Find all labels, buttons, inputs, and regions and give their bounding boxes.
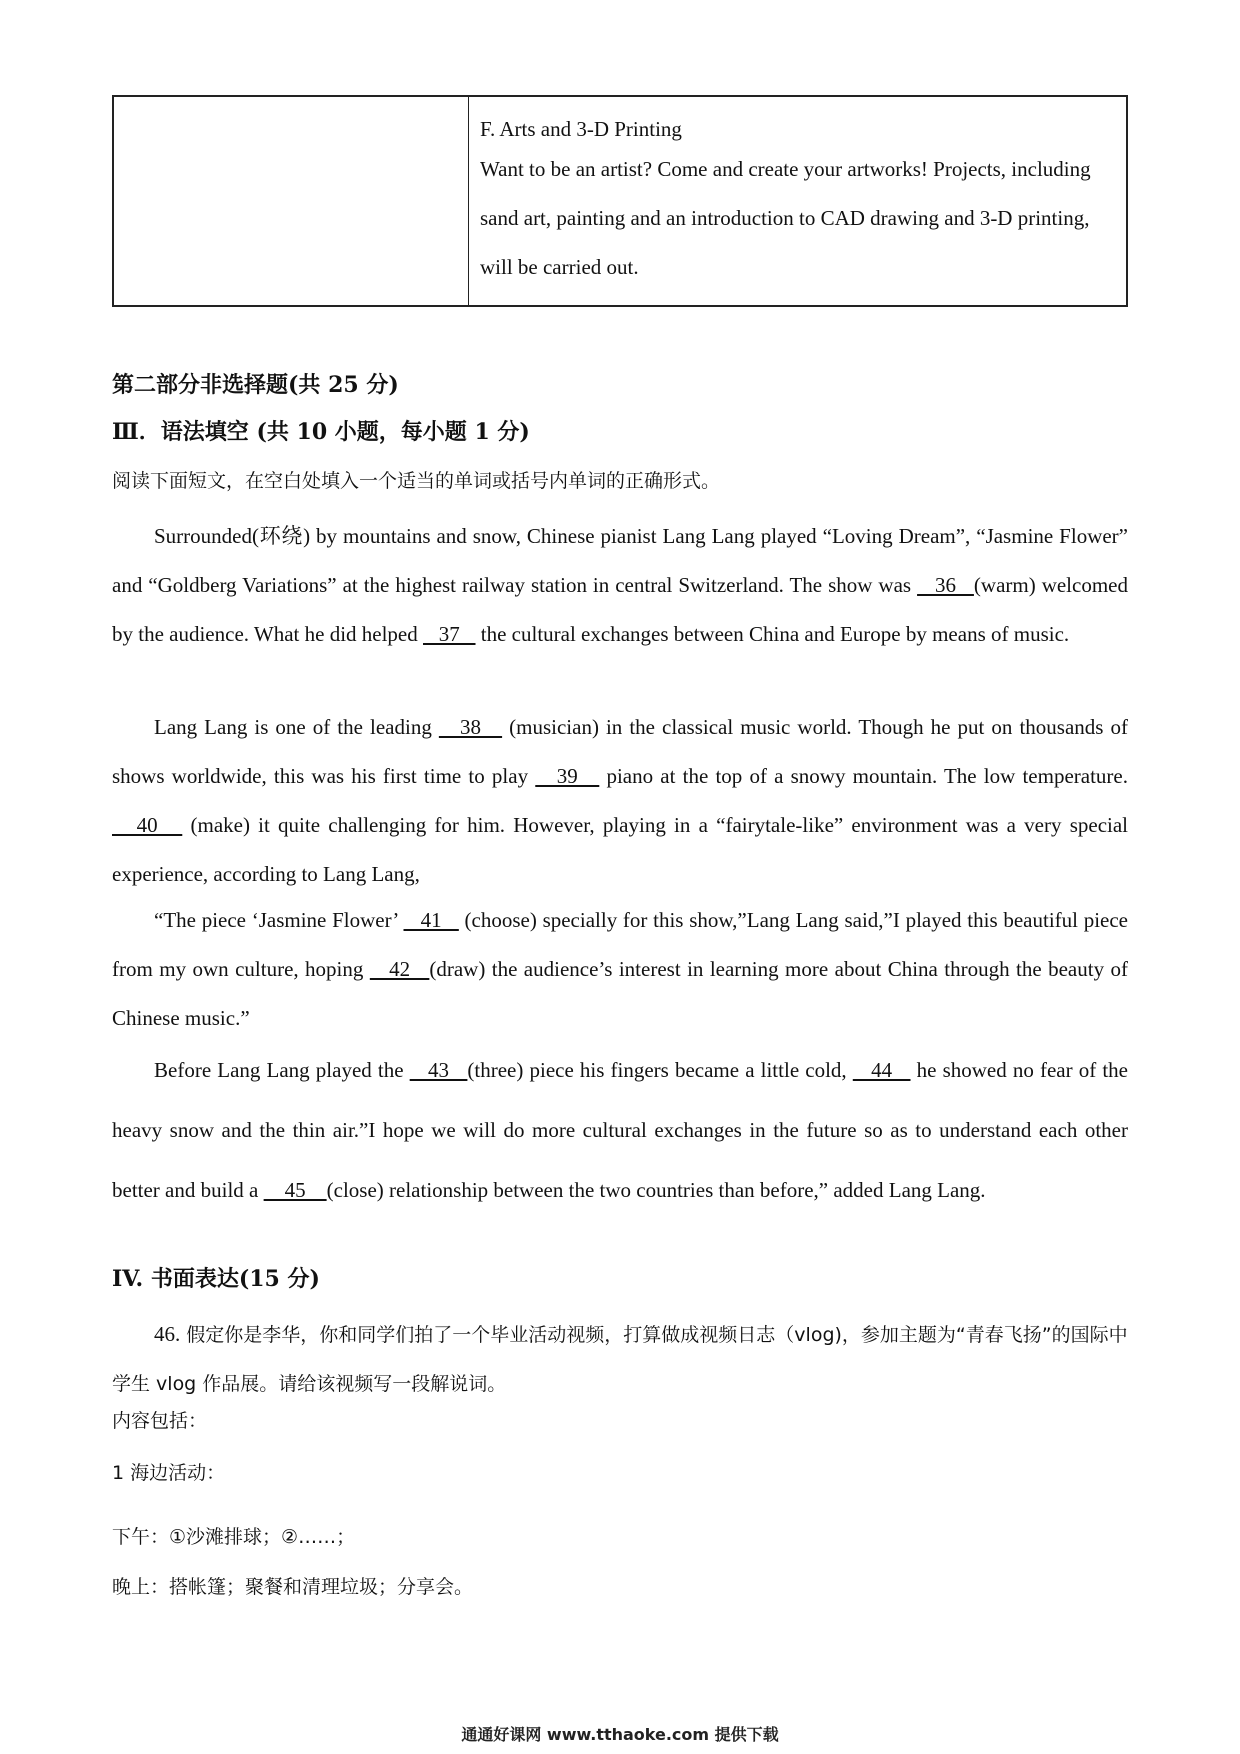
text: (three) piece his fingers became a little cold,: [467, 1058, 853, 1082]
section3-instruction: 阅读下面短文，在空白处填入一个适当的单词或括号内单词的正确形式。: [112, 470, 721, 492]
passage-paragraph-1: [112, 512, 1128, 659]
text: he showed no fear of the heavy snow and the thin air.”I hope we will do more cultural exchanges in the future so as to understand each other better and build a: [112, 1058, 1128, 1202]
section4-heading: IV. 书面表达(15 分): [112, 1266, 320, 1292]
content-item-afternoon: 下午：①沙滩排球；②……；: [112, 1526, 356, 1548]
content-item-beach: 1 海边活动：: [112, 1462, 226, 1484]
content-item-evening: 晚上：搭帐篷；聚餐和清理垃圾；分享会。: [112, 1576, 474, 1598]
blank-36: 36: [917, 573, 974, 597]
page-footer: 通通好课网 www.tthaoke.com 提供下载: [461, 1725, 779, 1744]
blank-37: 37: [423, 622, 476, 646]
text: piano at the top of a snowy mountain. The low temperature.: [599, 764, 1128, 788]
option-text: Want to be an artist? Come and create your artworks! Projects, including sand art, painting and an introduction to CAD drawing and 3-D printing, will be carried out.: [480, 157, 1091, 279]
blank-40: 40: [112, 813, 183, 837]
text: (choose) specially for this show,”Lang Lang said,”I played this beautiful piece from my own culture, hoping: [112, 908, 1128, 981]
text: the cultural exchanges between China and Europe by means of music.: [475, 622, 1070, 646]
passage-paragraph-4: [112, 1040, 1128, 1220]
blank-42: 42: [369, 957, 430, 981]
text: (warm) welcomed by the audience. What he did helped: [112, 573, 1128, 646]
text: (musician) in the classical music world. Though he put on thousands of shows worldwide, this was his first time to play: [112, 715, 1128, 788]
blank-44: 44: [852, 1058, 911, 1082]
text: (make) it quite challenging for him. However, playing in a “fairytale-like” environment was a very special experience, according to Lang Lang,: [112, 813, 1129, 886]
activity-options-table: [112, 95, 1128, 307]
blank-38: 38: [438, 715, 503, 739]
text: Before Lang Lang played the: [154, 1058, 410, 1082]
passage-paragraph-3: [112, 896, 1128, 1043]
section3-heading: Ⅲ．语法填空 (共 10 小题，每小题 1 分): [112, 419, 530, 445]
text: (close) relationship between the two countries than before,” added Lang Lang.: [326, 1178, 986, 1202]
text: (draw) the audience’s interest in learning more about China through the beauty of Chinese music.”: [112, 957, 1128, 1030]
blank-45: 45: [263, 1178, 327, 1202]
passage-paragraph-2: [112, 703, 1128, 899]
table-option-cell: [469, 97, 1126, 305]
question-number: 46.: [154, 1322, 181, 1346]
text: Lang Lang is one of the leading: [154, 715, 439, 739]
option-title: F. Arts and 3-D Printing: [480, 117, 682, 141]
writing-prompt: [112, 1310, 1128, 1409]
text: “The piece ‘Jasmine Flower’: [154, 908, 404, 932]
blank-43: 43: [409, 1058, 468, 1082]
blank-39: 39: [535, 764, 600, 788]
blank-41: 41: [403, 908, 459, 932]
prompt-text: 假定你是李华，你和同学们拍了一个毕业活动视频，打算做成视频日志（vlog)，参加主题为“青春飞扬”的国际中学生 vlog 作品展。请给该视频写一段解说词。: [112, 1324, 1128, 1395]
content-label: 内容包括：: [112, 1410, 208, 1432]
text: Surrounded(环绕) by mountains and snow, Chinese pianist Lang Lang played “Loving Dream”, “Jasmine Flower” and “Goldberg Variations” at the highest railway station in central Switzerland. The show was: [112, 524, 1128, 597]
part2-heading: 第二部分非选择题(共 25 分): [112, 372, 399, 398]
table-empty-cell: [114, 97, 469, 305]
